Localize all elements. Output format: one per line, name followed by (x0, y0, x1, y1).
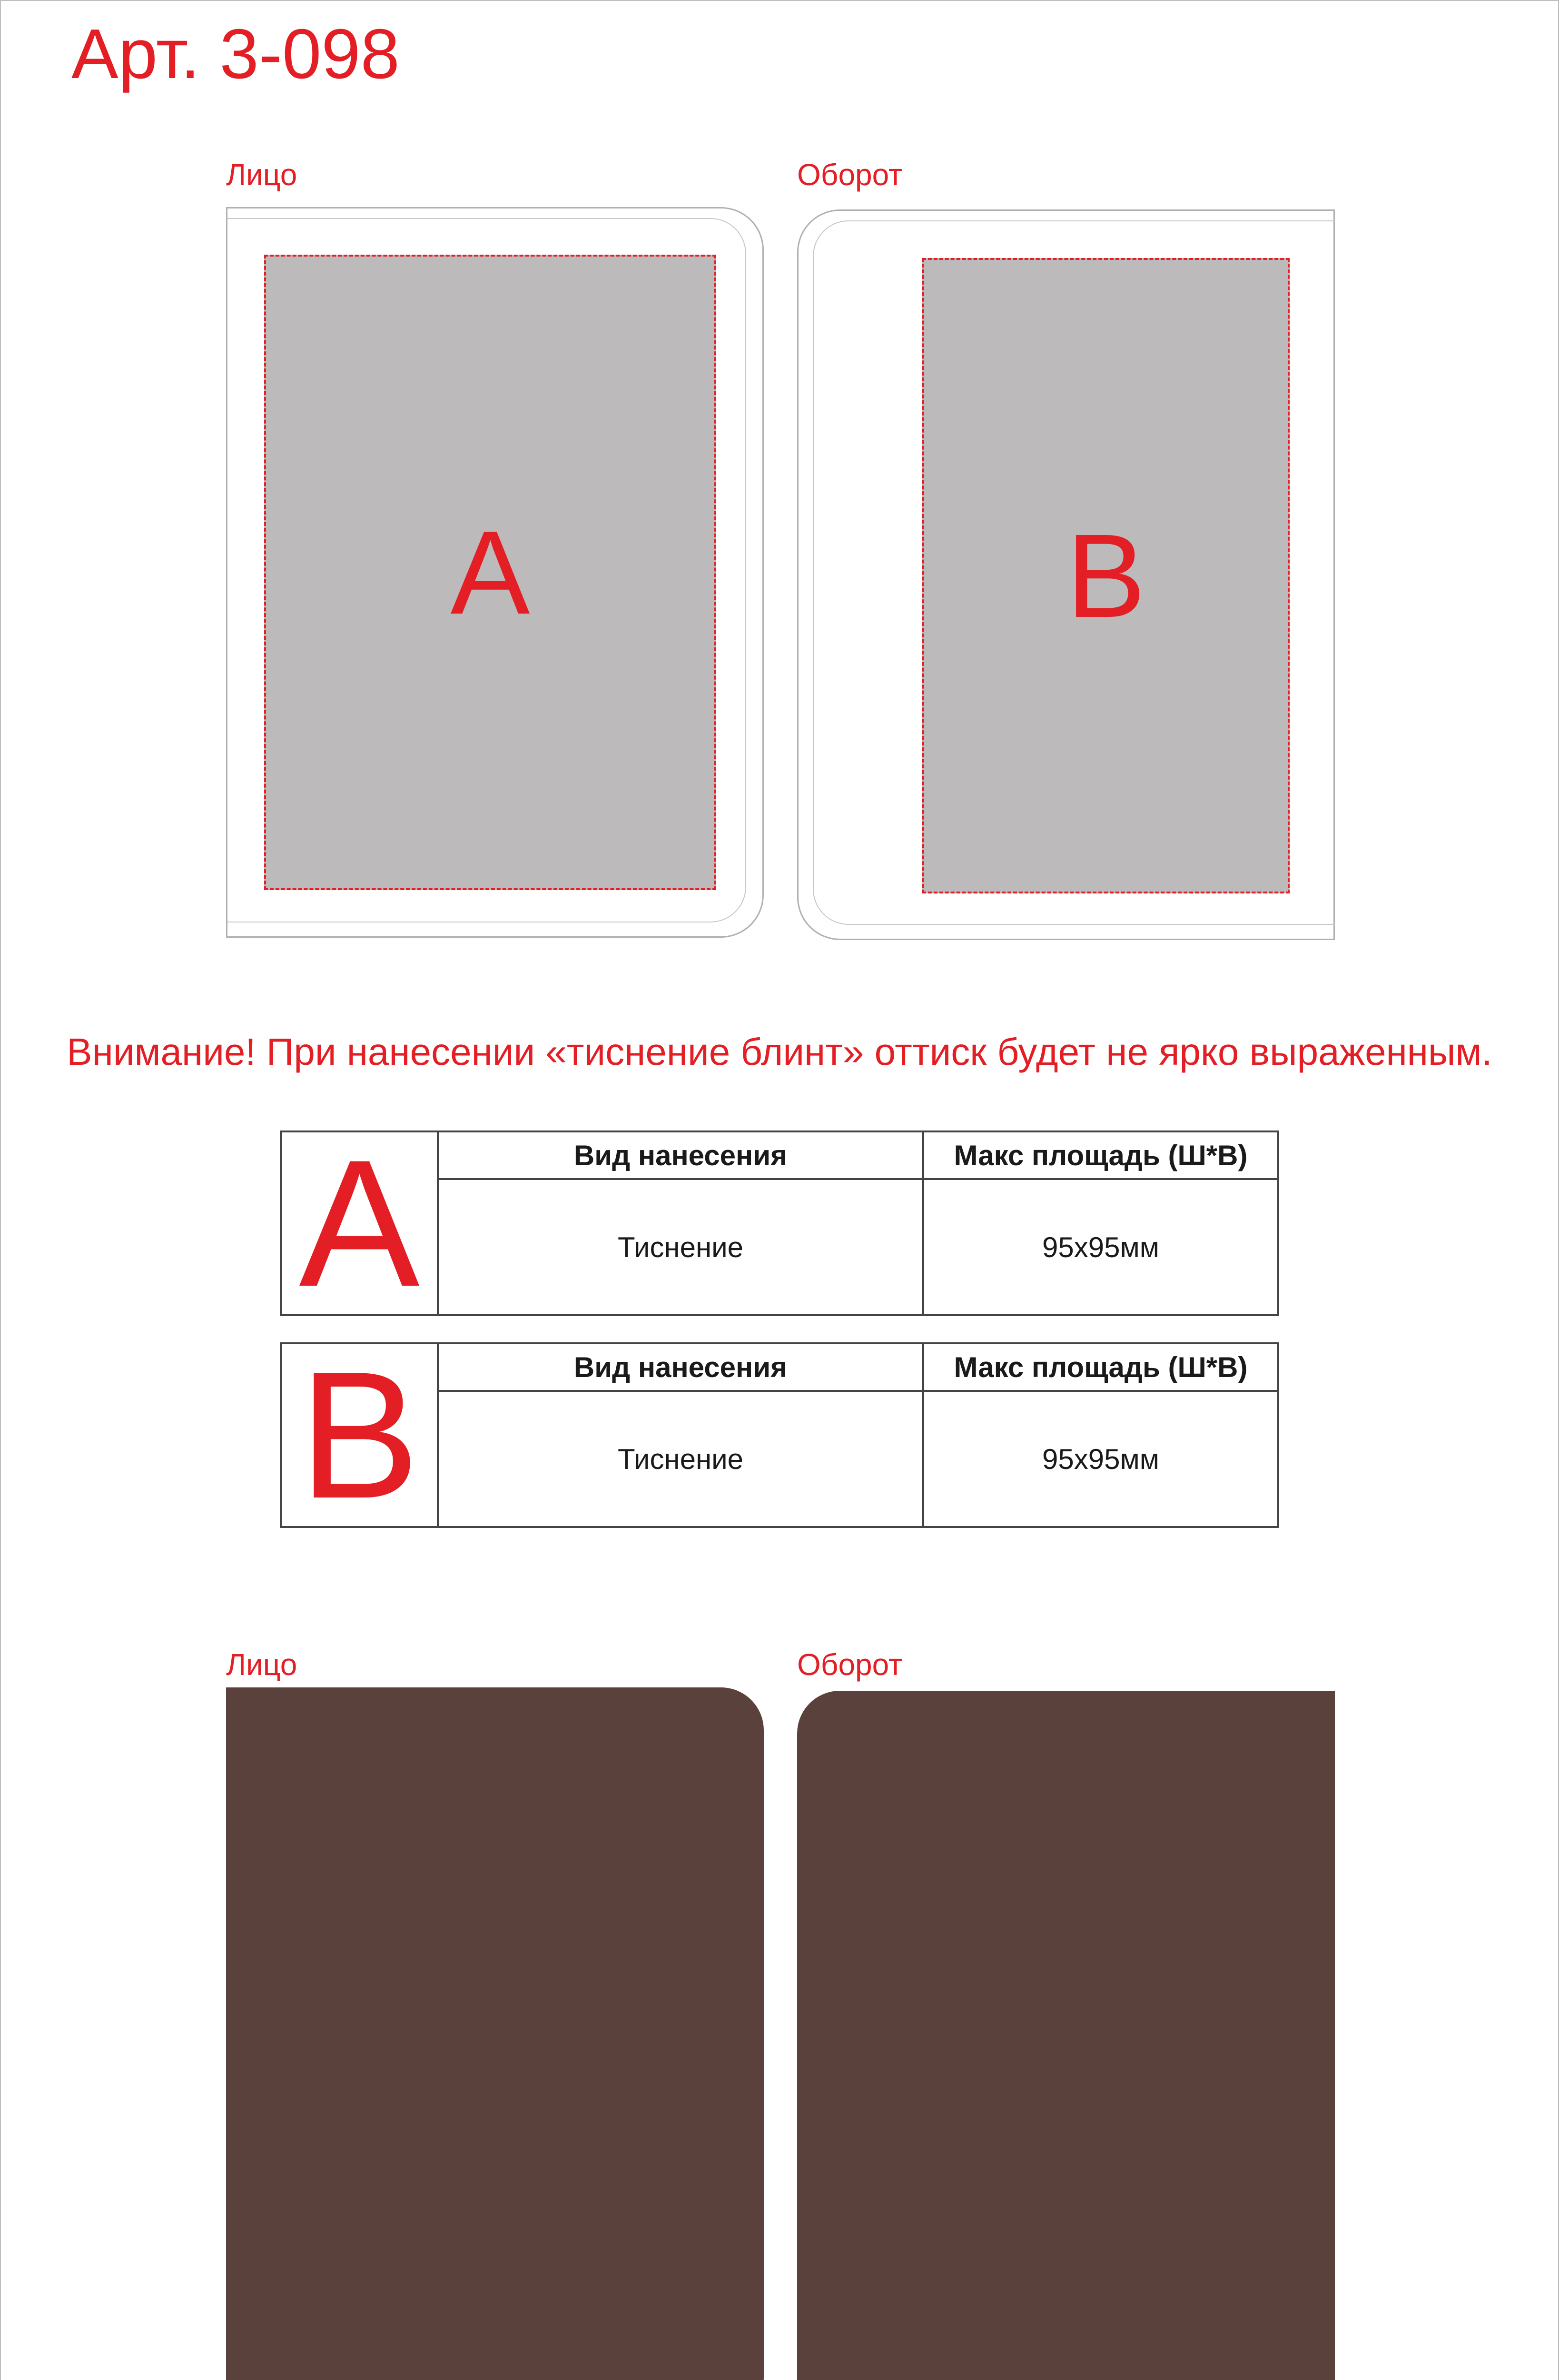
print-area-b-letter: B (1066, 509, 1146, 642)
spec-a-method-header: Вид нанесения (439, 1132, 924, 1180)
back-label: Оборот (797, 158, 903, 192)
spec-b-area-value: 95x95мм (1042, 1443, 1159, 1475)
spec-a-area-header: Макс площадь (Ш*В) (924, 1132, 1277, 1180)
print-area-a-letter: A (450, 506, 530, 639)
print-area-a (264, 255, 716, 890)
spec-b-method-value: Тиснение (439, 1392, 924, 1526)
spec-b-letter: B (282, 1344, 439, 1526)
color-front-label: Лицо (226, 1647, 297, 1682)
color-back-label: Оборот (797, 1647, 903, 1682)
warning-note: Внимание! При нанесении «тиснение блинт» оттиск будет не ярко выраженным. (67, 1031, 1492, 1073)
spec-b-method-header: Вид нанесения (439, 1344, 924, 1392)
page-title: Арт. 3-098 (71, 15, 400, 93)
spec-a-method-value: Тиснение (439, 1180, 924, 1314)
spec-table-b (280, 1334, 1279, 1536)
brown-cover-front (226, 1687, 764, 2380)
spec-a-letter: A (282, 1132, 439, 1314)
print-area-b (922, 258, 1290, 893)
brown-cover-back (797, 1691, 1335, 2380)
spec-a-area-value: 95x95мм (1042, 1231, 1159, 1263)
spec-table-a (280, 1122, 1279, 1324)
front-label: Лицо (226, 158, 297, 192)
spec-b-area-header: Макс площадь (Ш*В) (924, 1344, 1277, 1392)
